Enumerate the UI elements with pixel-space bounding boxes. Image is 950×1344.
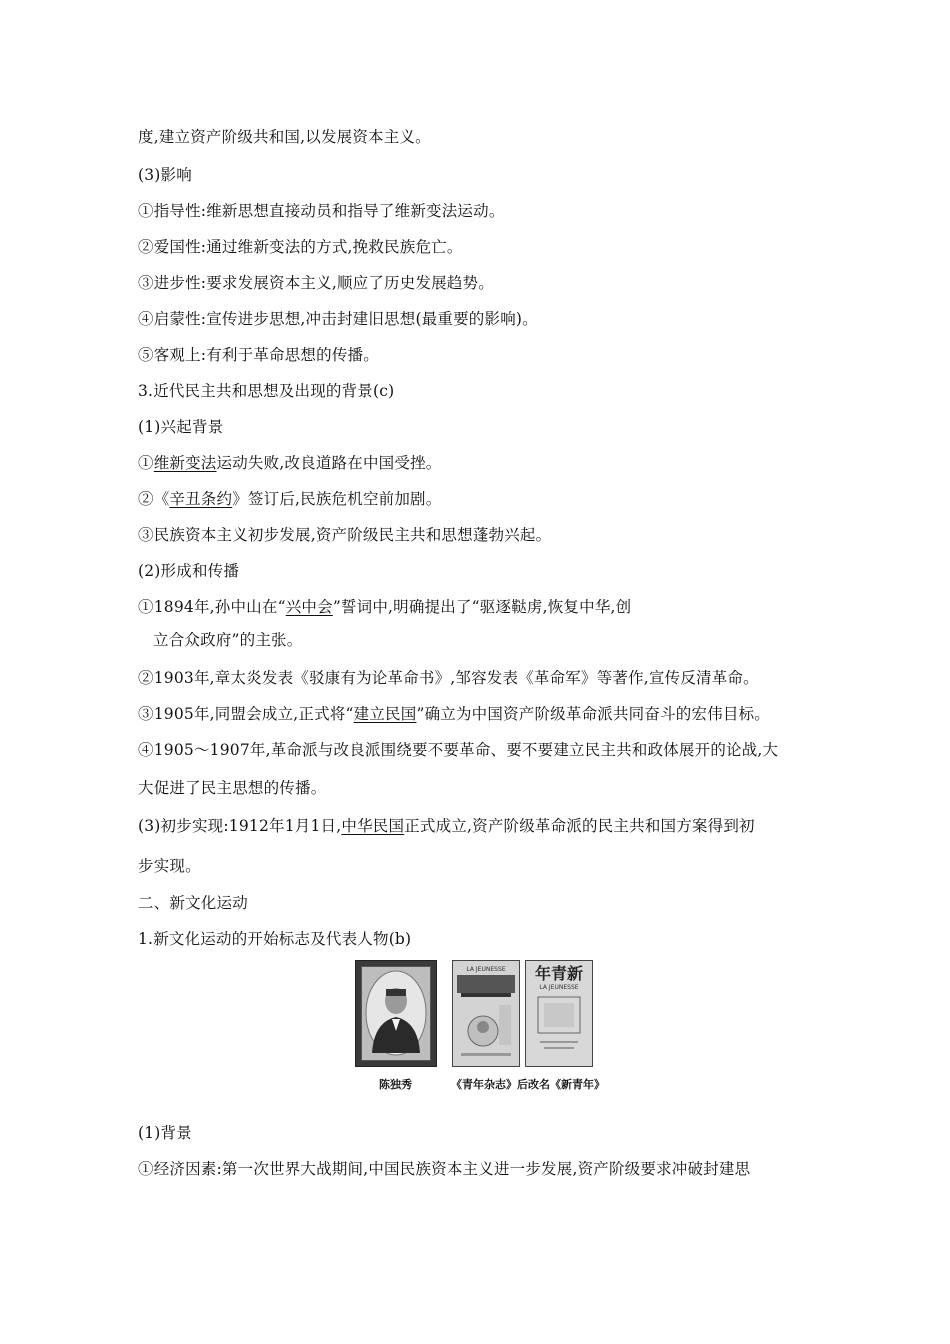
text-segment: ③民族资本主义初步发展,资产阶级民主共和思想蓬勃兴起。 (138, 526, 552, 544)
underlined-term: 兴中会 (285, 598, 333, 616)
text-segment: (1)兴起背景 (138, 418, 224, 436)
text-segment: 度,建立资产阶级共和国,以发展资本主义。 (138, 128, 431, 146)
text-line (138, 309, 828, 329)
text-line (138, 929, 828, 949)
magazine-cover-image (526, 961, 592, 1066)
text-segment: 1.新文化运动的开始标志及代表人物(b) (138, 930, 412, 948)
text-segment: ③1905年,同盟会成立,正式将“ (138, 705, 354, 723)
text-line (138, 201, 828, 221)
text-line (138, 237, 828, 257)
text-segment: 3.近代民主共和思想及出现的背景(c) (138, 382, 395, 400)
text-line (138, 597, 828, 617)
figure (355, 960, 605, 1095)
text-line (138, 856, 828, 876)
text-line (138, 453, 828, 473)
text-line (138, 816, 828, 836)
text-line (138, 165, 828, 185)
text-segment: ① (138, 454, 154, 472)
text-segment: ②爱国性:通过维新变法的方式,挽救民族危亡。 (138, 238, 463, 256)
text-segment: 大促进了民主思想的传播。 (138, 779, 327, 797)
underlined-term: 辛丑条约 (169, 490, 233, 508)
text-segment: ②1903年,章太炎发表《驳康有为论革命书》,邹容发表《革命军》等著作,宣传反清革命。 (138, 669, 759, 687)
text-line (138, 381, 828, 401)
text-line (138, 704, 828, 724)
underlined-term: 维新变法 (153, 454, 217, 472)
text-line (153, 630, 843, 650)
underlined-term: 中华民国 (341, 817, 405, 835)
text-segment: 立合众政府”的主张。 (153, 631, 303, 649)
text-segment: ”誓词中,明确提出了“驱逐鞑虏,恢复中华,创 (332, 598, 632, 616)
text-segment: 运动失败,改良道路在中国受挫。 (216, 454, 442, 472)
text-segment: ①经济因素:第一次世界大战期间,中国民族资本主义进一步发展,资产阶级要求冲破封建思 (138, 1160, 751, 1178)
text-line (138, 489, 828, 509)
text-segment: ④启蒙性:宣传进步思想,冲击封建旧思想(最重要的影响)。 (138, 310, 538, 328)
text-segment: ④1905～1907年,革命派与改良派围绕要不要革命、要不要建立民主共和政体展开的论战,大 (138, 741, 779, 759)
text-segment: 步实现。 (138, 857, 201, 875)
portrait-photo (361, 966, 431, 1061)
text-line (138, 345, 828, 365)
text-segment: 正式成立,资产阶级革命派的民主共和国方案得到初 (404, 817, 755, 835)
text-segment: 二、新文化运动 (138, 894, 248, 912)
text-segment: ⑤客观上:有利于革命思想的传播。 (138, 346, 379, 364)
text-line (138, 778, 828, 798)
text-line (138, 740, 828, 760)
magazine1-title: LA JEUNESSE (466, 966, 506, 973)
text-line (138, 417, 828, 437)
magazine-cover-qingnian (452, 960, 520, 1067)
text-line (138, 1159, 828, 1179)
text-segment: ①1894年,孙中山在“ (138, 598, 286, 616)
text-segment: ”确立为中国资产阶级革命派共同奋斗的宏伟目标。 (416, 705, 770, 723)
text-line (138, 1123, 828, 1143)
portrait-frame (355, 960, 437, 1067)
portrait-caption: 陈独秀 (379, 1078, 412, 1091)
magazine2-masthead: 年青新 (534, 964, 584, 983)
text-line (138, 273, 828, 293)
text-segment: (3)影响 (138, 166, 192, 184)
text-line (138, 893, 828, 913)
text-line (138, 561, 828, 581)
magazine-caption: 《青年杂志》后改名《新青年》 (451, 1078, 605, 1091)
underlined-term: 建立民国 (353, 705, 417, 723)
portrait-image (362, 967, 430, 1060)
magazine-cover-xinqingnian (525, 960, 593, 1067)
text-segment: ①指导性:维新思想直接动员和指导了维新变法运动。 (138, 202, 505, 220)
text-line (138, 525, 828, 545)
magazine-cover-image (453, 961, 519, 1066)
text-line (138, 127, 828, 147)
text-segment: (1)背景 (138, 1124, 192, 1142)
text-line (138, 668, 828, 688)
text-segment: 》签订后,民族危机空前加剧。 (232, 490, 442, 508)
text-segment: ②《 (138, 490, 170, 508)
text-segment: ③进步性:要求发展资本主义,顺应了历史发展趋势。 (138, 274, 494, 292)
magazine2-title: LA JEUNESSE (539, 984, 579, 991)
text-segment: (2)形成和传播 (138, 562, 240, 580)
text-segment: (3)初步实现:1912年1月1日, (138, 817, 342, 835)
